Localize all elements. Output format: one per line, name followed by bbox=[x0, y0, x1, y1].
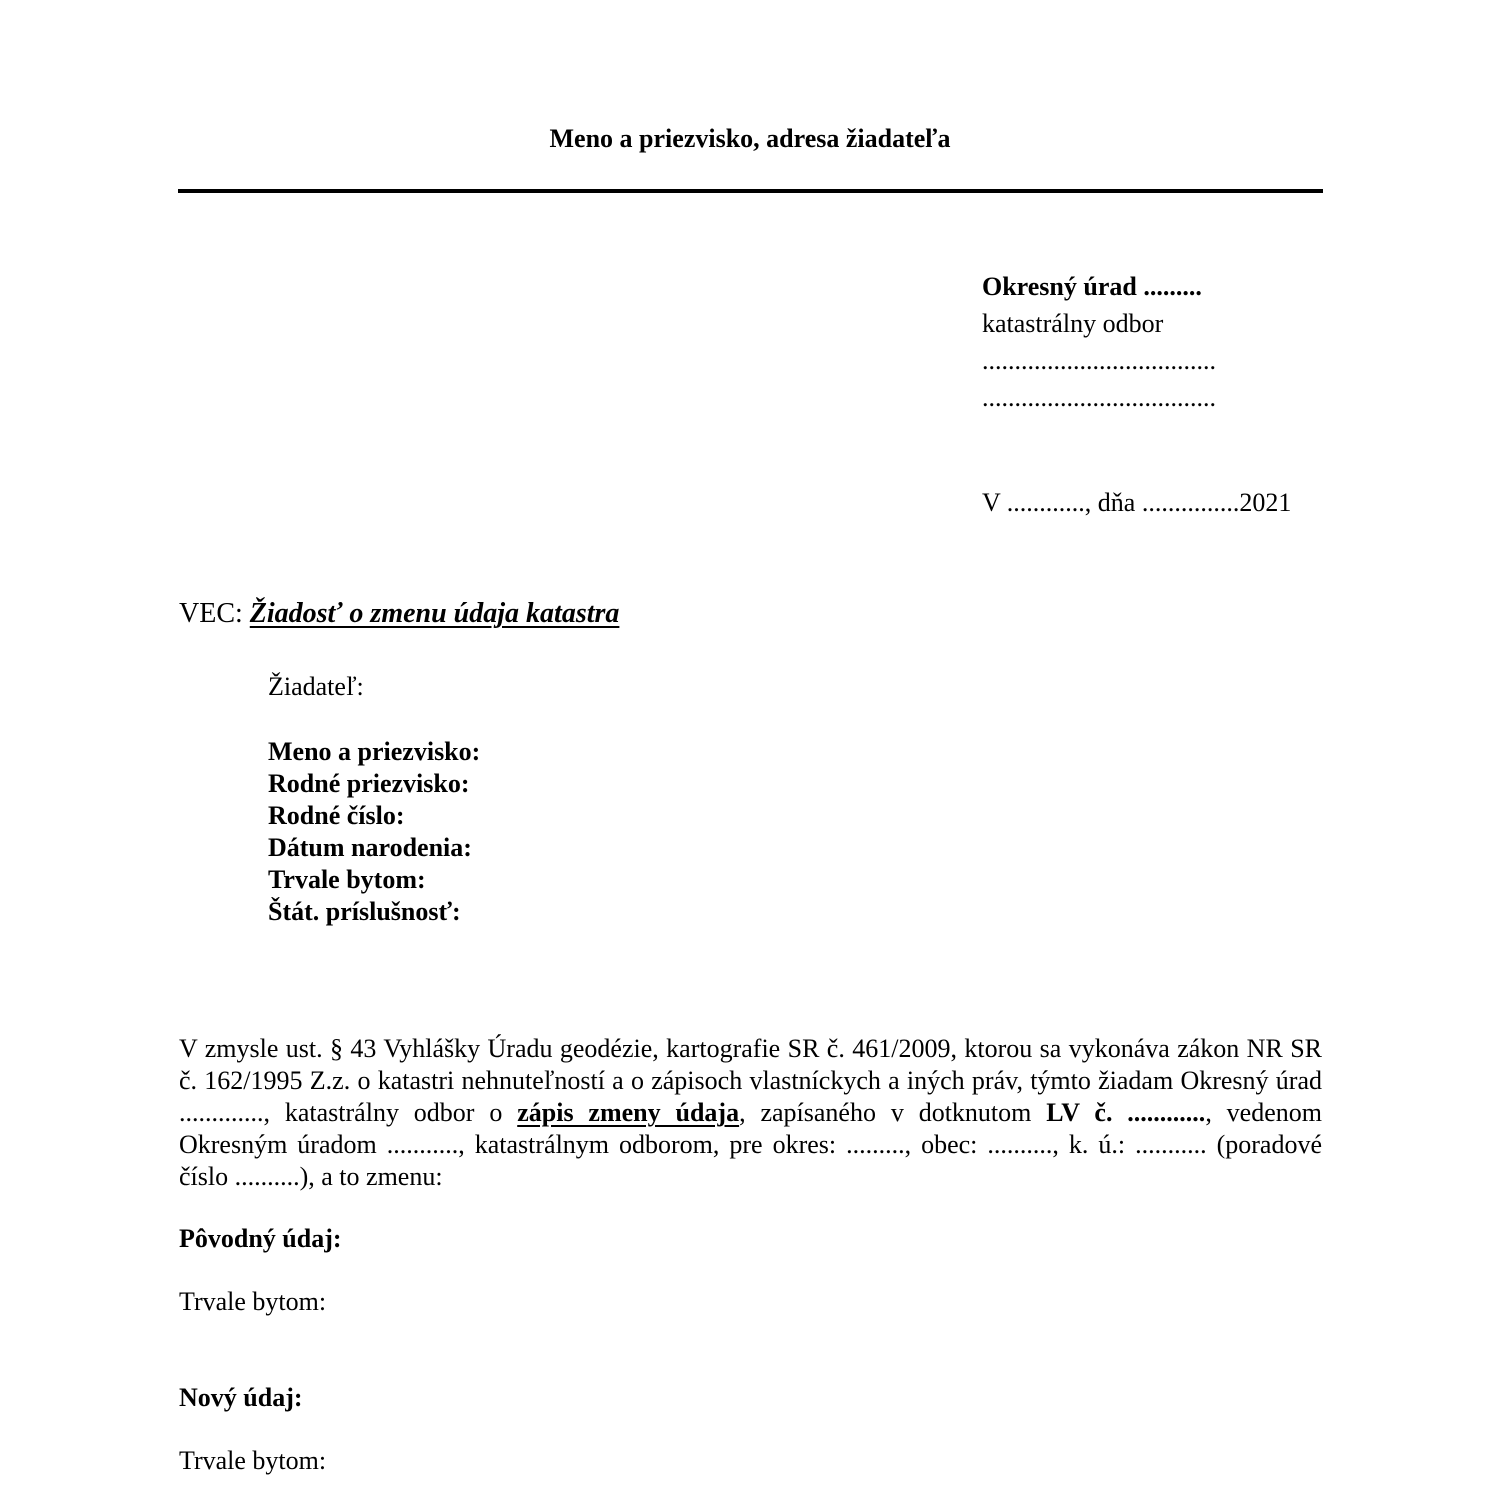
field-birth-number: Rodné číslo: bbox=[268, 801, 405, 830]
recipient-line-1: .................................... bbox=[982, 346, 1216, 375]
field-birth-surname: Rodné priezvisko: bbox=[268, 769, 470, 798]
recipient-department: katastrálny odbor bbox=[982, 309, 1164, 338]
applicant-header: Meno a priezvisko, adresa žiadateľa bbox=[549, 124, 951, 153]
para-text-2: , zapísaného v dotknutom bbox=[739, 1098, 1047, 1127]
field-name: Meno a priezvisko: bbox=[268, 737, 481, 766]
recipient-block bbox=[982, 268, 1216, 416]
new-data-heading: Nový údaj: bbox=[179, 1383, 303, 1412]
applicant-label: Žiadateľ: bbox=[268, 672, 364, 701]
subject-prefix: VEC: bbox=[179, 598, 243, 629]
request-paragraph bbox=[179, 1033, 1322, 1193]
recipient-office: Okresný úrad ......... bbox=[982, 272, 1202, 301]
original-data-heading: Pôvodný údaj: bbox=[179, 1224, 342, 1253]
subject-line bbox=[179, 598, 619, 630]
new-residence-label: Trvale bytom: bbox=[179, 1446, 327, 1475]
para-emphasis-lv: LV č. ............ bbox=[1046, 1098, 1206, 1127]
field-residence: Trvale bytom: bbox=[268, 865, 426, 894]
para-text-1: V zmysle ust. § 43 Vyhlášky Úradu geodézie, kartografie SR č. 461/2009, ktorou sa vykonáva zákon NR SR č. 162/1995 Z.z. o katastri nehnuteľností a o zápisoch vlastníckych a iných práv, týmto žiadam Okresný úrad ............., katastrálny odbor o bbox=[179, 1034, 1322, 1127]
recipient-line-2: .................................... bbox=[982, 383, 1216, 412]
subject-title: Žiadosť o zmenu údaja katastra bbox=[249, 598, 620, 629]
header-divider bbox=[178, 189, 1323, 193]
original-residence-label: Trvale bytom: bbox=[179, 1287, 327, 1316]
field-citizenship: Štát. príslušnosť: bbox=[268, 897, 461, 926]
date-line: V ............, dňa ...............2021 bbox=[982, 488, 1292, 517]
para-text-3: , vedenom Okresným úradom ..........., katastrálnym odborom, pre okres: ........., obec: .........., k. ú.: ........... (poradové číslo ..........), a to zmenu: bbox=[179, 1098, 1322, 1191]
para-emphasis-change: zápis zmeny údaja bbox=[517, 1098, 740, 1127]
applicant-fields bbox=[268, 736, 480, 928]
field-birth-date: Dátum narodenia: bbox=[268, 833, 472, 862]
